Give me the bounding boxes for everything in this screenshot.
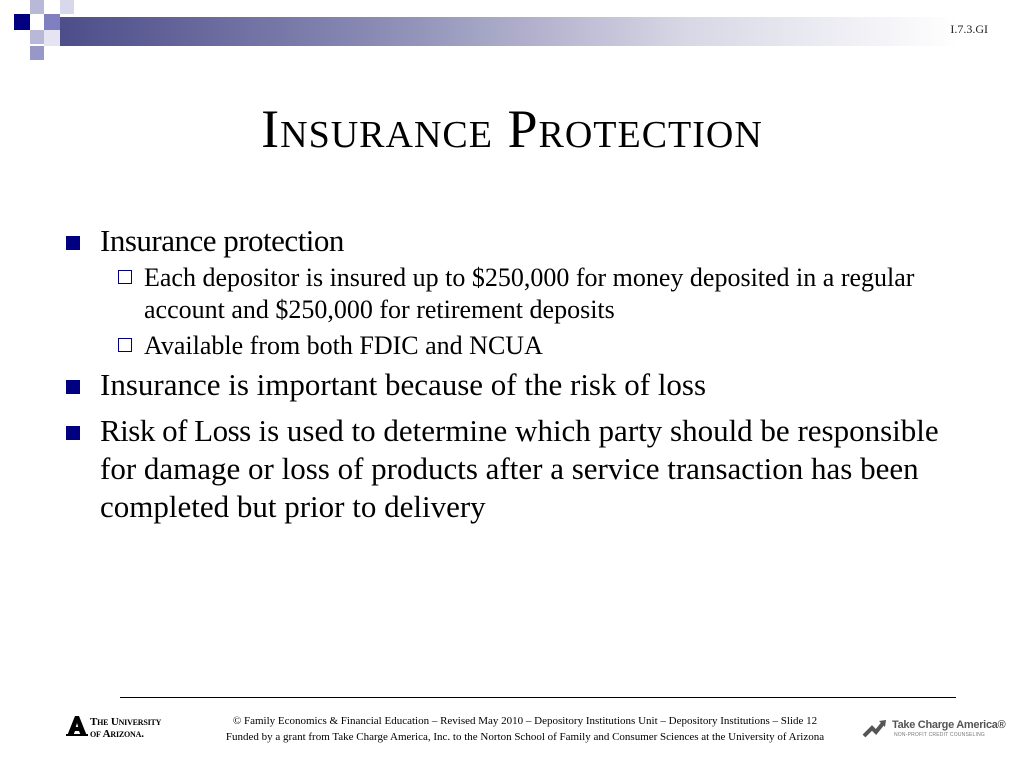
- footer-copyright: © Family Economics & Financial Education – Revised May 2010 – Depository Institutions Unit – Depository Institutions – Slide 12: [232, 715, 818, 727]
- bullet-text: is used to determine which party should be responsible for damage or loss of products after a service transaction has been completed but prior to delivery: [100, 413, 939, 524]
- sub-bullet-coverage-amount: [62, 262, 972, 326]
- decor-square: [60, 0, 74, 14]
- footer-credits: [190, 713, 860, 745]
- hollow-square-bullet-icon: [118, 270, 132, 284]
- slide-code: I.7.3.GI: [950, 22, 988, 36]
- sub-bullet-text: Each depositor is insured up to $250,000 for money deposited in a regular account and $250,000 for retirement deposits: [144, 263, 915, 324]
- footer-divider: [120, 697, 956, 698]
- footer-funding: Funded by a grant from Take Charge America, Inc. to the Norton School of Family and Consumer Sciences at the University of Arizona: [225, 731, 825, 743]
- decor-square: [30, 46, 44, 60]
- tca-arrow-icon: [862, 718, 888, 740]
- term-risk-of-loss: Risk of Loss: [100, 413, 251, 448]
- take-charge-america-logo: Take Charge America® NON-PROFIT CREDIT COUNSELING: [862, 716, 997, 742]
- sub-bullet-fdic-ncua: [62, 330, 972, 362]
- decor-square: [30, 0, 44, 14]
- bullet-text: Insurance is important because of the risk of loss: [100, 367, 707, 402]
- square-bullet-icon: [66, 380, 80, 394]
- arizona-a-icon: [66, 715, 88, 737]
- bullet-risk-of-loss: [62, 412, 972, 526]
- bullet-text: Insurance protection: [100, 223, 344, 258]
- header-gradient-band: [60, 17, 960, 46]
- decor-square: [44, 30, 60, 46]
- university-of-arizona-logo: [66, 713, 166, 743]
- ua-logo-text: The University of Arizona.: [90, 716, 162, 740]
- square-bullet-icon: [66, 236, 80, 250]
- slide-body: [62, 222, 972, 528]
- header-decoration: [0, 0, 1024, 62]
- bullet-importance: [62, 366, 972, 404]
- square-bullet-icon: [66, 426, 80, 440]
- hollow-square-bullet-icon: [118, 338, 132, 352]
- decor-square: [44, 14, 60, 30]
- decor-square: [30, 30, 44, 44]
- decor-square: [14, 14, 30, 30]
- sub-bullet-text: Available from both FDIC and NCUA: [144, 331, 543, 360]
- slide-title: Insurance Protection: [261, 99, 763, 159]
- bullet-insurance-protection: [62, 222, 972, 260]
